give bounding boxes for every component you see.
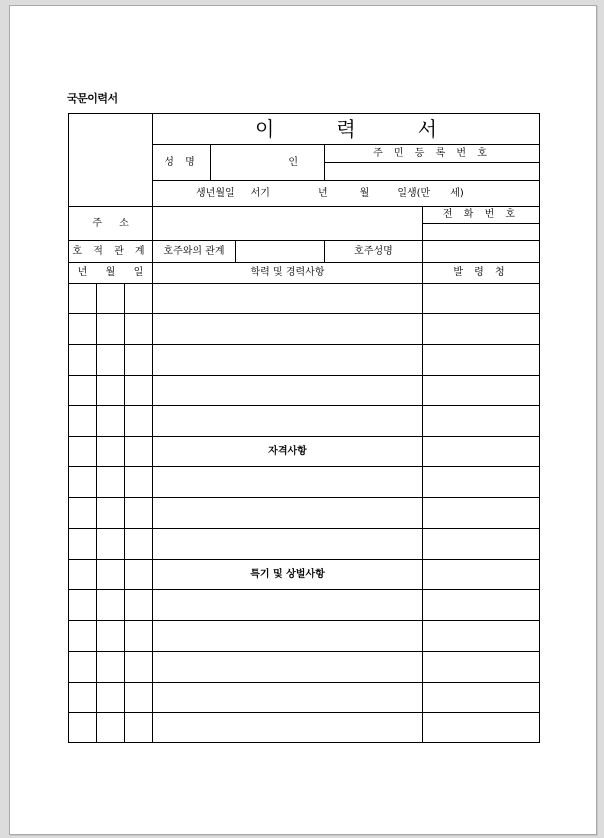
- form-heading: [153, 114, 539, 144]
- relation-to-head-label: 호주와의 관계: [163, 245, 225, 257]
- month-day-divider: [124, 283, 125, 743]
- phone-divider: [422, 206, 423, 743]
- heading-char-2: 력: [336, 117, 356, 141]
- phone-field[interactable]: [423, 224, 539, 240]
- award-content-cell[interactable]: [153, 652, 422, 682]
- heading-char-1: 이: [255, 117, 275, 141]
- document-title: 국문이력서: [67, 92, 118, 105]
- birth-date-field[interactable]: [153, 181, 539, 206]
- qualification-content-cell[interactable]: [153, 467, 422, 497]
- border-right: [539, 113, 540, 743]
- qualifications-section-label: 자격사항: [268, 445, 307, 457]
- history-content-cell[interactable]: [153, 284, 422, 313]
- heading-char-3: 서: [417, 117, 437, 141]
- award-content-cell[interactable]: [153, 683, 422, 712]
- award-content-cell[interactable]: [153, 621, 422, 651]
- history-content-cell[interactable]: [153, 314, 422, 344]
- address-label: [69, 207, 152, 240]
- birth-label: 생년월일: [196, 187, 235, 199]
- birth-year: 년: [317, 187, 328, 199]
- history-header-year: 년: [77, 267, 88, 278]
- history-content-cell[interactable]: [153, 345, 422, 375]
- phone-label: 전 화 번 호: [442, 209, 520, 220]
- history-header-day: 일: [133, 267, 144, 278]
- history-content-cell[interactable]: [153, 376, 422, 405]
- history-header-month: 월: [105, 267, 116, 278]
- family-register-label: 호 적 관 계: [72, 245, 149, 257]
- qualification-content-cell[interactable]: [153, 529, 422, 559]
- award-content-cell[interactable]: [153, 713, 422, 742]
- resume-form: [68, 113, 540, 743]
- birth-day-born: 일생(만: [397, 187, 431, 199]
- relation-to-head-field[interactable]: [236, 241, 324, 262]
- birth-month: 월: [359, 187, 370, 199]
- specialties-awards-section-label: 특기 및 상벌사항: [250, 568, 325, 580]
- history-content-cell[interactable]: [153, 406, 422, 436]
- resident-number-label: 주 민 등 록 번 호: [373, 147, 491, 159]
- border-bottom: [68, 742, 540, 743]
- history-header-issuer: 발 령 청: [453, 267, 509, 278]
- address-field[interactable]: [153, 207, 422, 240]
- resident-number-field[interactable]: [325, 163, 539, 180]
- photo-area[interactable]: [69, 114, 152, 206]
- head-name-field[interactable]: [423, 241, 539, 262]
- award-content-cell[interactable]: [153, 590, 422, 620]
- head-name-label: 호주성명: [354, 245, 393, 257]
- birth-era: 서기: [250, 187, 270, 199]
- name-field[interactable]: [211, 145, 324, 180]
- birth-age: 세): [450, 187, 464, 199]
- history-header-content: 학력 및 경력사항: [250, 267, 325, 278]
- name-label: 성 명: [164, 156, 199, 168]
- address-label-text: 주 소: [92, 217, 129, 229]
- seal-mark: 인: [288, 156, 298, 168]
- qualification-content-cell[interactable]: [153, 498, 422, 528]
- year-month-divider: [96, 283, 97, 743]
